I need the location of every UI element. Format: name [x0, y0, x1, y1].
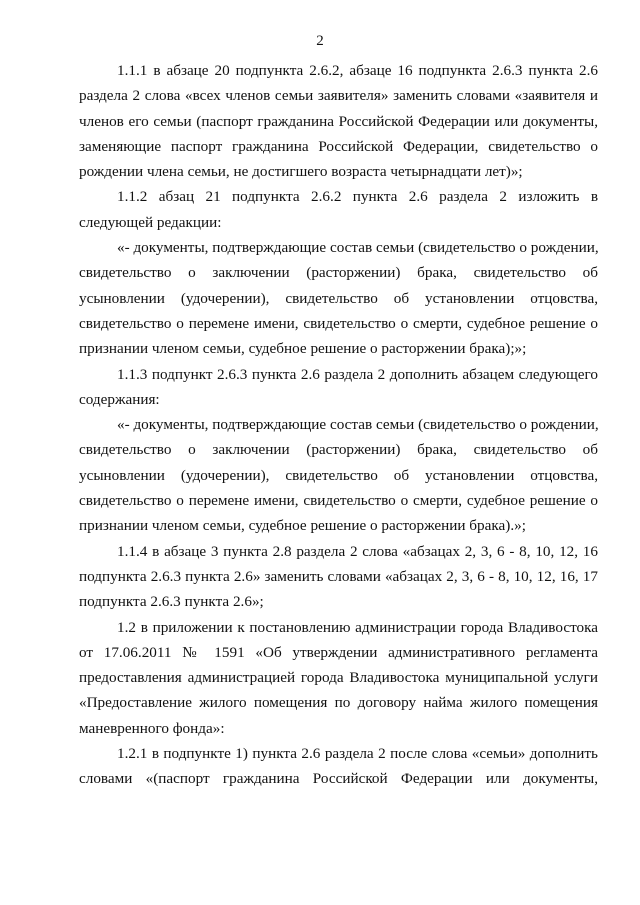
text-line: следующей редакции: [79, 213, 222, 231]
text-line: подпункта 2.6.3 пункта 2.6»; [79, 593, 264, 611]
text-line: 1.2.1 в подпункте 1) пункта 2.6 раздела 2 после слова «семьи» дополнить [117, 745, 598, 763]
text-line: от 17.06.2011 № 1591 «Об утверждении административного регламента [79, 643, 598, 661]
text-line: свидетельство о перемене имени, свидетельство о смерти, судебное решение о [79, 314, 598, 332]
text-line: «- документы, подтверждающие состав семьи (свидетельство о рождении, [117, 239, 599, 257]
paragraph-1-1-4 [79, 539, 598, 615]
paragraph-1-2-1 [79, 741, 598, 792]
text-line: 1.2 в приложении к постановлению администрации города Владивостока [117, 618, 598, 636]
page-number: 2 [316, 33, 324, 49]
text-line: свидетельство о заключении (расторжении) брака, свидетельство об [79, 441, 598, 459]
text-line: раздела 2 слова «всех членов семьи заявителя» заменить словами «заявителя и [79, 87, 598, 105]
paragraph-1-1-3 [79, 362, 598, 413]
text-line: заменяющие паспорт гражданина Российской Федерации, свидетельство о [79, 137, 598, 155]
text-line: маневренного фонда»: [79, 719, 225, 737]
text-line: «Предоставление жилого помещения по договору найма жилого помещения [79, 694, 598, 712]
text-line: подпункта 2.6.3 пункта 2.6» заменить словами «абзацах 2, 3, 6 - 8, 10, 12, 16, 17 [79, 567, 598, 585]
paragraph-1-1-1 [79, 58, 598, 184]
text-line: свидетельство о перемене имени, свидетельство о смерти, судебное решение о [79, 492, 598, 510]
text-line: «- документы, подтверждающие состав семьи (свидетельство о рождении, [117, 416, 599, 434]
paragraph-quote-2 [79, 412, 598, 538]
text-line: рождении члена семьи, не достигшего возраста четырнадцати лет)»; [79, 163, 523, 181]
paragraph-quote-1 [79, 235, 598, 361]
text-line: предоставления администрацией города Владивостока муниципальной услуги [79, 669, 598, 687]
document-body [79, 58, 598, 792]
text-line: признании членом семьи, судебное решение о расторжении брака);»; [79, 340, 527, 358]
text-line: 1.1.1 в абзаце 20 подпункта 2.6.2, абзаце 16 подпункта 2.6.3 пункта 2.6 [117, 62, 598, 79]
paragraph-1-1-2 [79, 184, 598, 235]
text-line: словами «(паспорт гражданина Российской Федерации или документы, [79, 770, 598, 788]
text-line: 1.1.4 в абзаце 3 пункта 2.8 раздела 2 слова «абзацах 2, 3, 6 - 8, 10, 12, 16 [117, 542, 598, 560]
text-line: признании членом семьи, судебное решение о расторжении брака).»; [79, 517, 526, 535]
paragraph-1-2 [79, 615, 598, 741]
text-line: 1.1.2 абзац 21 подпункта 2.6.2 пункта 2.6 раздела 2 изложить в [117, 188, 598, 206]
text-line: усыновлении (удочерении), свидетельство об установлении отцовства, [79, 289, 598, 307]
text-line: свидетельство о заключении (расторжении) брака, свидетельство об [79, 264, 598, 282]
text-line: усыновлении (удочерении), свидетельство об установлении отцовства, [79, 466, 598, 484]
text-line: членов его семьи (паспорт гражданина Российской Федерации или документы, [79, 112, 598, 130]
text-line: содержания: [79, 390, 160, 408]
text-line: 1.1.3 подпункт 2.6.3 пункта 2.6 раздела 2 дополнить абзацем следующего [117, 365, 598, 383]
